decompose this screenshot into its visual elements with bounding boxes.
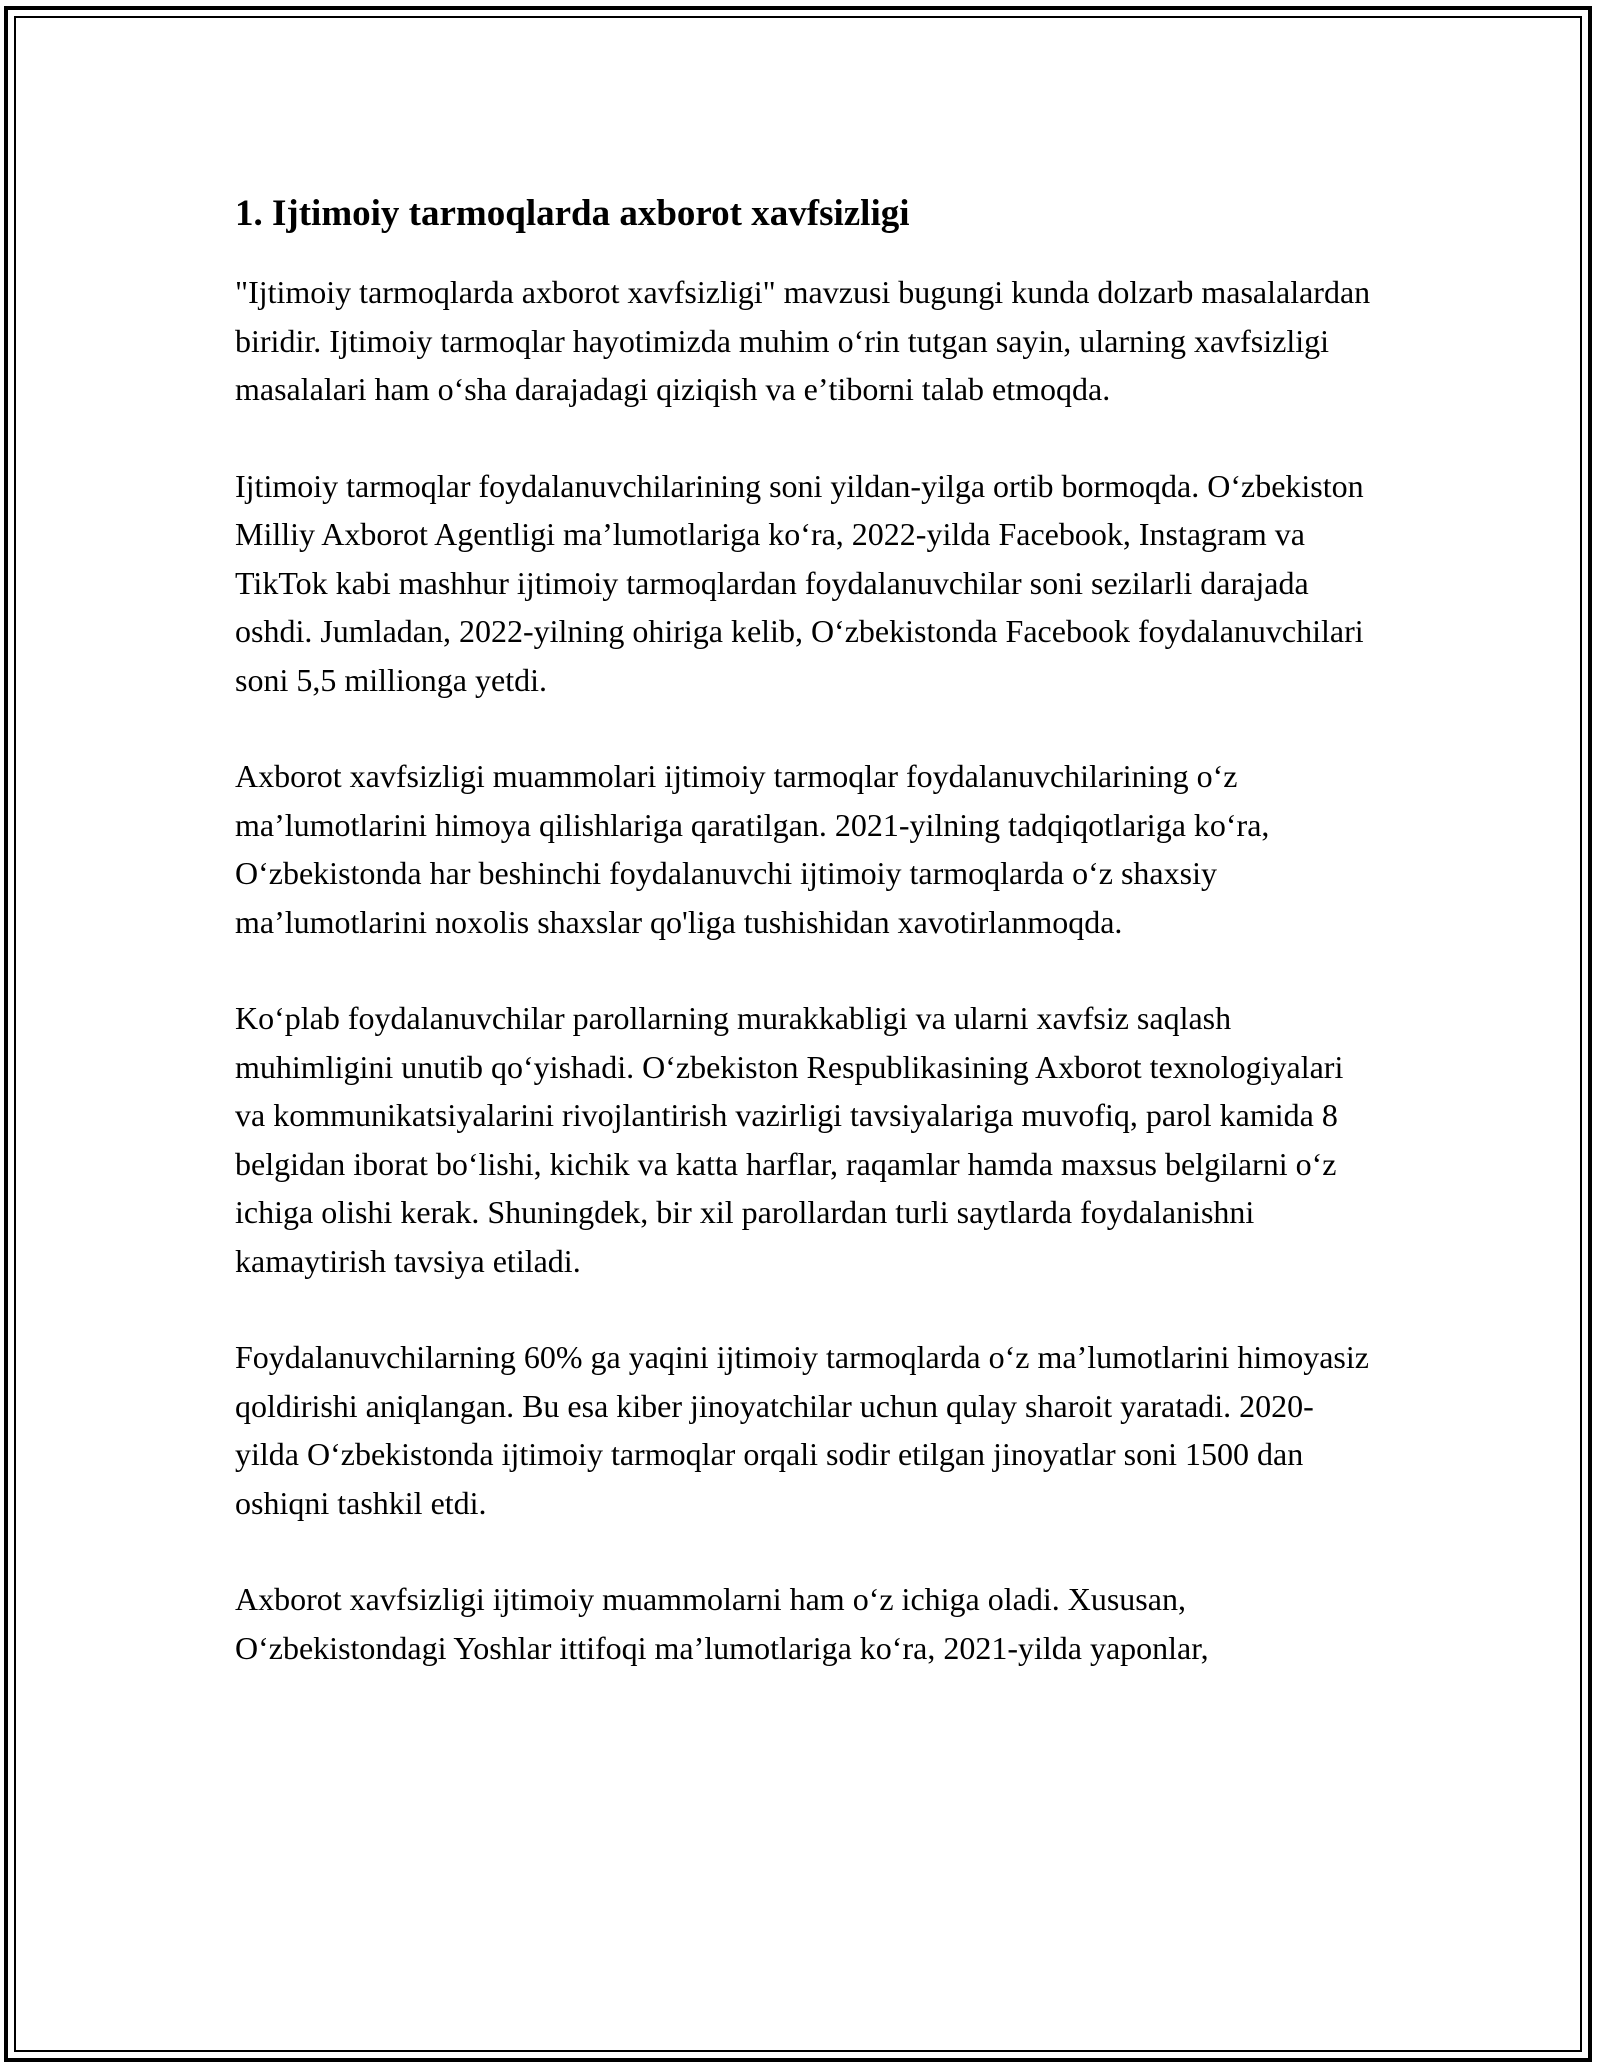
paragraph-6: Axborot xavfsizligi ijtimoiy muammolarni ham oʻz ichiga oladi. Xususan, Oʻzbekistondagi Yoshlar ittifoqi maʼlumotlariga koʻra, 2021-yilda yaponlar, [235,1581,1209,1666]
paragraph-2: Ijtimoiy tarmoqlar foydalanuvchilarining soni yildan-yilga ortib bormoqda. Oʻzbekiston Milliy Axborot Agentligi maʼlumotlariga koʻra, 2022-yilda Facebook, Instagram va TikTok kabi mashhur ijtimoiy tarmoqlardan foydalanuvchilar soni sezilarli darajada oshdi. Jumladan, 2022-yilning ohiriga kelib, Oʻzbekistonda Facebook foydalanuvchilari soni 5,5 millionga yetdi. [235,467,1364,698]
paragraph-4: Koʻplab foydalanuvchilar parollarning murakkabligi va ularni xavfsiz saqlash muhimligini unutib qoʻyishadi. Oʻzbekiston Respublikasining Axborot texnologiyalari va kommunikatsiyalarini rivojlantirish vazirligi tavsiyalariga muvofiq, parol kamida 8 belgidan iborat boʻlishi, kichik va katta harflar, raqamlar hamda maxsus belgilarni oʻz ichiga olishi kerak. Shuningdek, bir xil parollardan turli saytlarda foydalanishni kamaytirish tavsiya etiladi. [235,1000,1344,1279]
document-body [235,188,1375,1720]
paragraph-1: "Ijtimoiy tarmoqlarda axborot xavfsizligi" mavzusi bugungi kunda dolzarb masalalardan biridir. Ijtimoiy tarmoqlar hayotimizda muhim oʻrin tutgan sayin, ularning xavfsizligi masalalari ham oʻsha darajadagi qiziqish va eʼtiborni talab etmoqda. [235,274,1371,407]
section-heading: 1. Ijtimoiy tarmoqlarda axborot xavfsizligi [235,193,910,234]
paragraph-3: Axborot xavfsizligi muammolari ijtimoiy tarmoqlar foydalanuvchilarining oʻz maʼlumotlarini himoya qilishlariga qaratilgan. 2021-yilning tadqiqotlariga koʻra, Oʻzbekistonda har beshinchi foydalanuvchi ijtimoiy tarmoqlarda oʻz shaxsiy maʼlumotlarini noxolis shaxslar qo'liga tushishidan xavotirlanmoqda. [235,758,1270,940]
paragraph-5: Foydalanuvchilarning 60% ga yaqini ijtimoiy tarmoqlarda oʻz maʼlumotlarini himoyasiz qoldirishi aniqlangan. Bu esa kiber jinoyatchilar uchun qulay sharoit yaratadi. 2020-yilda Oʻzbekistonda ijtimoiy tarmoqlar orqali sodir etilgan jinoyatlar soni 1500 dan oshiqni tashkil etdi. [235,1339,1369,1521]
